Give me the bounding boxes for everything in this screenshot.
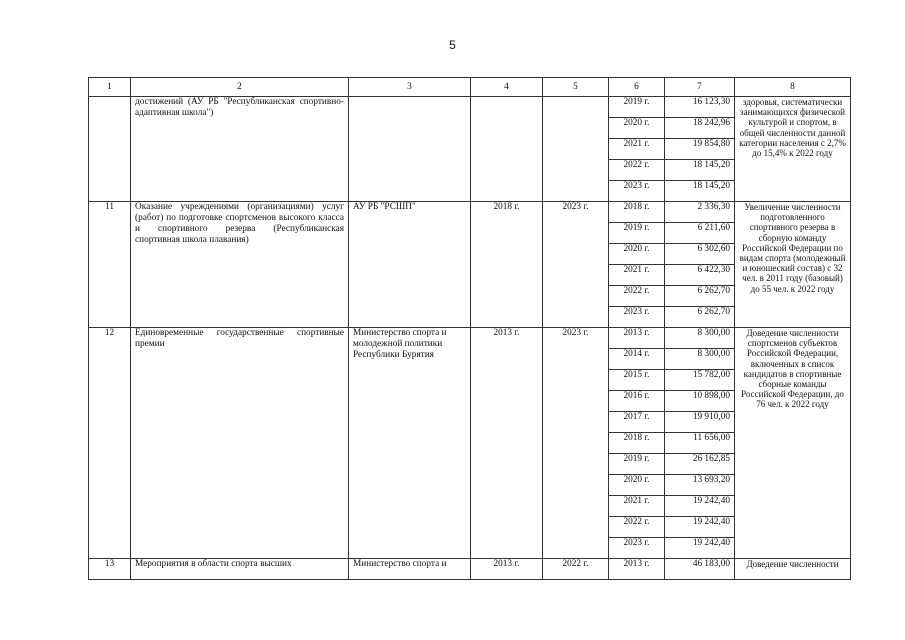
year-cell: 2013 г. (609, 328, 665, 349)
amount-cell: 19 242,40 (665, 517, 735, 538)
result-cell: Увеличение численности подготовленного спортивного резерва в сборную команду Российской Федерации по видам спорта (молодежный и юношеский состав) с 32 чел. в 2011 году (базовый) до 55 чел. к 2022 году (735, 202, 851, 328)
amount-cell: 6 262,70 (665, 286, 735, 307)
amount-cell: 6 262,70 (665, 307, 735, 328)
column-header: 2 (131, 78, 349, 97)
row-number: 12 (89, 328, 131, 559)
header-row (89, 78, 851, 97)
amount-cell: 13 693,20 (665, 475, 735, 496)
year-cell: 2022 г. (609, 517, 665, 538)
result-cell: Доведение численности спортсменов субъектов Российской Федерации, включенных в список кандидатов в спортивные сборные команды Российской Федерации, до 76 чел. к 2022 году (735, 328, 851, 559)
year-cell: 2021 г. (609, 265, 665, 286)
amount-cell: 18 145,20 (665, 160, 735, 181)
column-header: 4 (471, 78, 543, 97)
column-header: 3 (349, 78, 471, 97)
column-header: 1 (89, 78, 131, 97)
column-header: 7 (665, 78, 735, 97)
executor-cell: Министерство спорта и молодежной политики Республики Бурятия (349, 328, 471, 559)
year-cell: 2021 г. (609, 139, 665, 160)
end-year-cell (543, 97, 609, 202)
amount-cell: 6 302,60 (665, 244, 735, 265)
amount-cell: 18 145,20 (665, 181, 735, 202)
amount-cell: 6 211,60 (665, 223, 735, 244)
year-cell: 2016 г. (609, 391, 665, 412)
data-table (88, 77, 851, 580)
amount-cell: 11 656,00 (665, 433, 735, 454)
year-cell: 2022 г. (609, 286, 665, 307)
year-cell: 2019 г. (609, 223, 665, 244)
year-cell: 2021 г. (609, 496, 665, 517)
amount-cell: 6 422,30 (665, 265, 735, 286)
end-year-cell: 2022 г. (543, 559, 609, 580)
year-cell: 2018 г. (609, 433, 665, 454)
table-row (89, 328, 851, 349)
end-year-cell: 2023 г. (543, 328, 609, 559)
year-cell: 2018 г. (609, 202, 665, 223)
amount-cell: 46 183,00 (665, 559, 735, 580)
start-year-cell: 2018 г. (471, 202, 543, 328)
year-cell: 2023 г. (609, 538, 665, 559)
amount-cell: 8 300,00 (665, 349, 735, 370)
amount-cell: 19 242,40 (665, 538, 735, 559)
year-cell: 2013 г. (609, 559, 665, 580)
year-cell: 2020 г. (609, 244, 665, 265)
table-row (89, 97, 851, 118)
amount-cell: 19 242,40 (665, 496, 735, 517)
amount-cell: 18 242,96 (665, 118, 735, 139)
amount-cell: 10 898,00 (665, 391, 735, 412)
year-cell: 2020 г. (609, 475, 665, 496)
amount-cell: 16 123,30 (665, 97, 735, 118)
measure-description: Мероприятия в области спорта высших (131, 559, 349, 580)
result-cell: Доведение численности (735, 559, 851, 580)
amount-cell: 19 854,80 (665, 139, 735, 160)
year-cell: 2014 г. (609, 349, 665, 370)
year-cell: 2019 г. (609, 454, 665, 475)
column-header: 5 (543, 78, 609, 97)
end-year-cell: 2023 г. (543, 202, 609, 328)
measure-description: Единовременные государственные спортивные премии (131, 328, 349, 559)
page-number: 5 (449, 38, 456, 52)
table-row (89, 202, 851, 223)
row-number: 13 (89, 559, 131, 580)
year-cell: 2023 г. (609, 307, 665, 328)
amount-cell: 19 910,00 (665, 412, 735, 433)
year-cell: 2023 г. (609, 181, 665, 202)
amount-cell: 2 336,30 (665, 202, 735, 223)
executor-cell: Министерство спорта и (349, 559, 471, 580)
year-cell: 2020 г. (609, 118, 665, 139)
amount-cell: 8 300,00 (665, 328, 735, 349)
year-cell: 2017 г. (609, 412, 665, 433)
amount-cell: 26 162,85 (665, 454, 735, 475)
measure-description: Оказание учреждениями (организациями) услуг (работ) по подготовке спортсменов высокого класса и спортивного резерва (Республиканская спортивная школа плавания) (131, 202, 349, 328)
row-number (89, 97, 131, 202)
year-cell: 2019 г. (609, 97, 665, 118)
result-cell: здоровья, систематически занимающихся физической культурой и спортом, в общей численности данной категории населения с 2,7% до 15,4% к 2022 году (735, 97, 851, 202)
start-year-cell: 2013 г. (471, 328, 543, 559)
start-year-cell: 2013 г. (471, 559, 543, 580)
amount-cell: 15 782,00 (665, 370, 735, 391)
table-row (89, 559, 851, 580)
row-number: 11 (89, 202, 131, 328)
column-header: 8 (735, 78, 851, 97)
column-header: 6 (609, 78, 665, 97)
executor-cell (349, 97, 471, 202)
year-cell: 2022 г. (609, 160, 665, 181)
executor-cell: АУ РБ "РСШП" (349, 202, 471, 328)
year-cell: 2015 г. (609, 370, 665, 391)
measure-description: достижений (АУ РБ "Республиканская спортивно-адаптивная школа") (131, 97, 349, 202)
start-year-cell (471, 97, 543, 202)
